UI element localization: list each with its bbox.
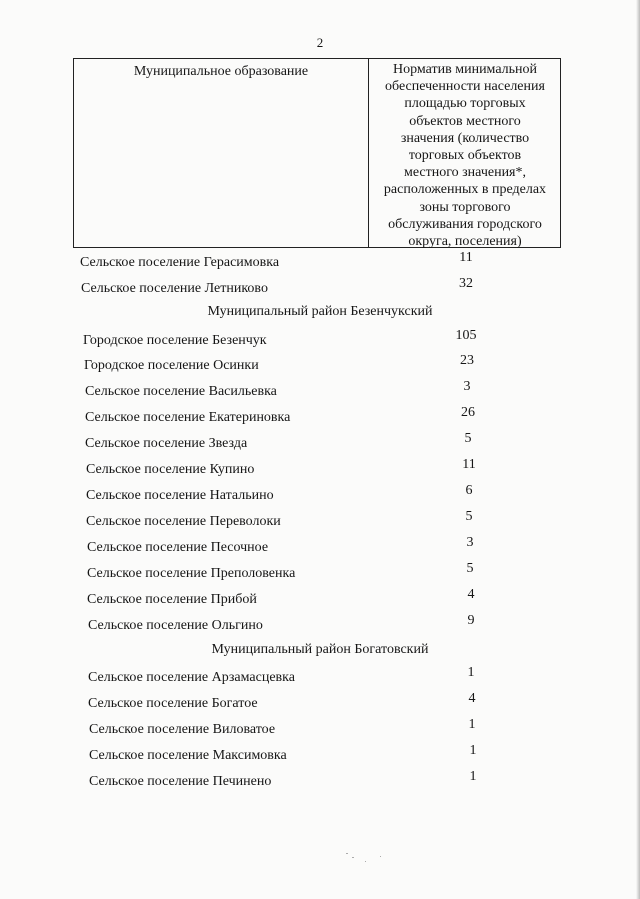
row-value: 11 xyxy=(459,250,473,265)
row-value: 4 xyxy=(468,691,476,706)
page-number: 2 xyxy=(316,35,324,50)
row-name: Городское поселение Осинки xyxy=(84,358,259,373)
row-value: 105 xyxy=(455,328,477,343)
row-name: Сельское поселение Прибой xyxy=(87,592,257,607)
row-name: Сельское поселение Богатое xyxy=(88,696,258,711)
row-value: 26 xyxy=(461,405,475,420)
row-value: 9 xyxy=(467,613,475,628)
row-value: 1 xyxy=(467,665,475,680)
row-value: 3 xyxy=(466,535,474,550)
column-header-norm: Норматив минимальной обеспеченности населения площадью торговых объектов местного значения (количество торговых объектов местного значения*, расположенных в пределах зоны торгового обслуживания городского округа, поселения) xyxy=(383,62,547,250)
row-name: Сельское поселение Васильевка xyxy=(85,384,277,399)
scan-speck xyxy=(346,853,348,854)
row-value: 5 xyxy=(466,561,474,576)
row-name: Сельское поселение Летниково xyxy=(81,281,268,296)
row-name: Сельское поселение Максимовка xyxy=(89,748,287,763)
row-name: Сельское поселение Екатериновка xyxy=(85,410,291,425)
row-value: 6 xyxy=(465,483,473,498)
row-value: 1 xyxy=(468,717,476,732)
column-header-municipality: Муниципальное образование xyxy=(133,64,309,79)
row-name: Сельское поселение Печинено xyxy=(89,774,272,789)
row-name: Городское поселение Безенчук xyxy=(83,333,267,348)
row-name: Сельское поселение Песочное xyxy=(87,540,269,555)
row-value: 5 xyxy=(464,431,472,446)
row-name: Сельское поселение Арзамасцевка xyxy=(88,670,295,685)
row-name: Сельское поселение Купино xyxy=(86,462,255,477)
row-value: 3 xyxy=(463,379,471,394)
scan-speck xyxy=(352,857,354,858)
district-heading: Муниципальный район Безенчукский xyxy=(207,304,433,319)
row-value: 1 xyxy=(469,743,477,758)
row-value: 1 xyxy=(469,769,477,784)
row-name: Сельское поселение Звезда xyxy=(85,436,248,451)
row-value: 11 xyxy=(462,457,476,472)
scan-speck xyxy=(380,856,381,857)
row-name: Сельское поселение Преполовенка xyxy=(87,566,296,581)
row-name: Сельское поселение Виловатое xyxy=(89,722,276,737)
district-heading: Муниципальный район Богатовский xyxy=(211,642,429,657)
row-value: 23 xyxy=(460,353,474,368)
row-value: 5 xyxy=(465,509,473,524)
row-name: Сельское поселение Ольгино xyxy=(88,618,263,633)
scan-speck xyxy=(365,861,366,862)
row-value: 32 xyxy=(459,276,473,291)
row-value: 4 xyxy=(467,587,475,602)
table-header xyxy=(73,58,561,248)
column-divider xyxy=(368,59,369,247)
row-name: Сельское поселение Переволоки xyxy=(86,514,281,529)
row-name: Сельское поселение Натальино xyxy=(86,488,274,503)
row-name: Сельское поселение Герасимовка xyxy=(80,255,280,270)
scan-edge-shadow xyxy=(636,0,640,899)
